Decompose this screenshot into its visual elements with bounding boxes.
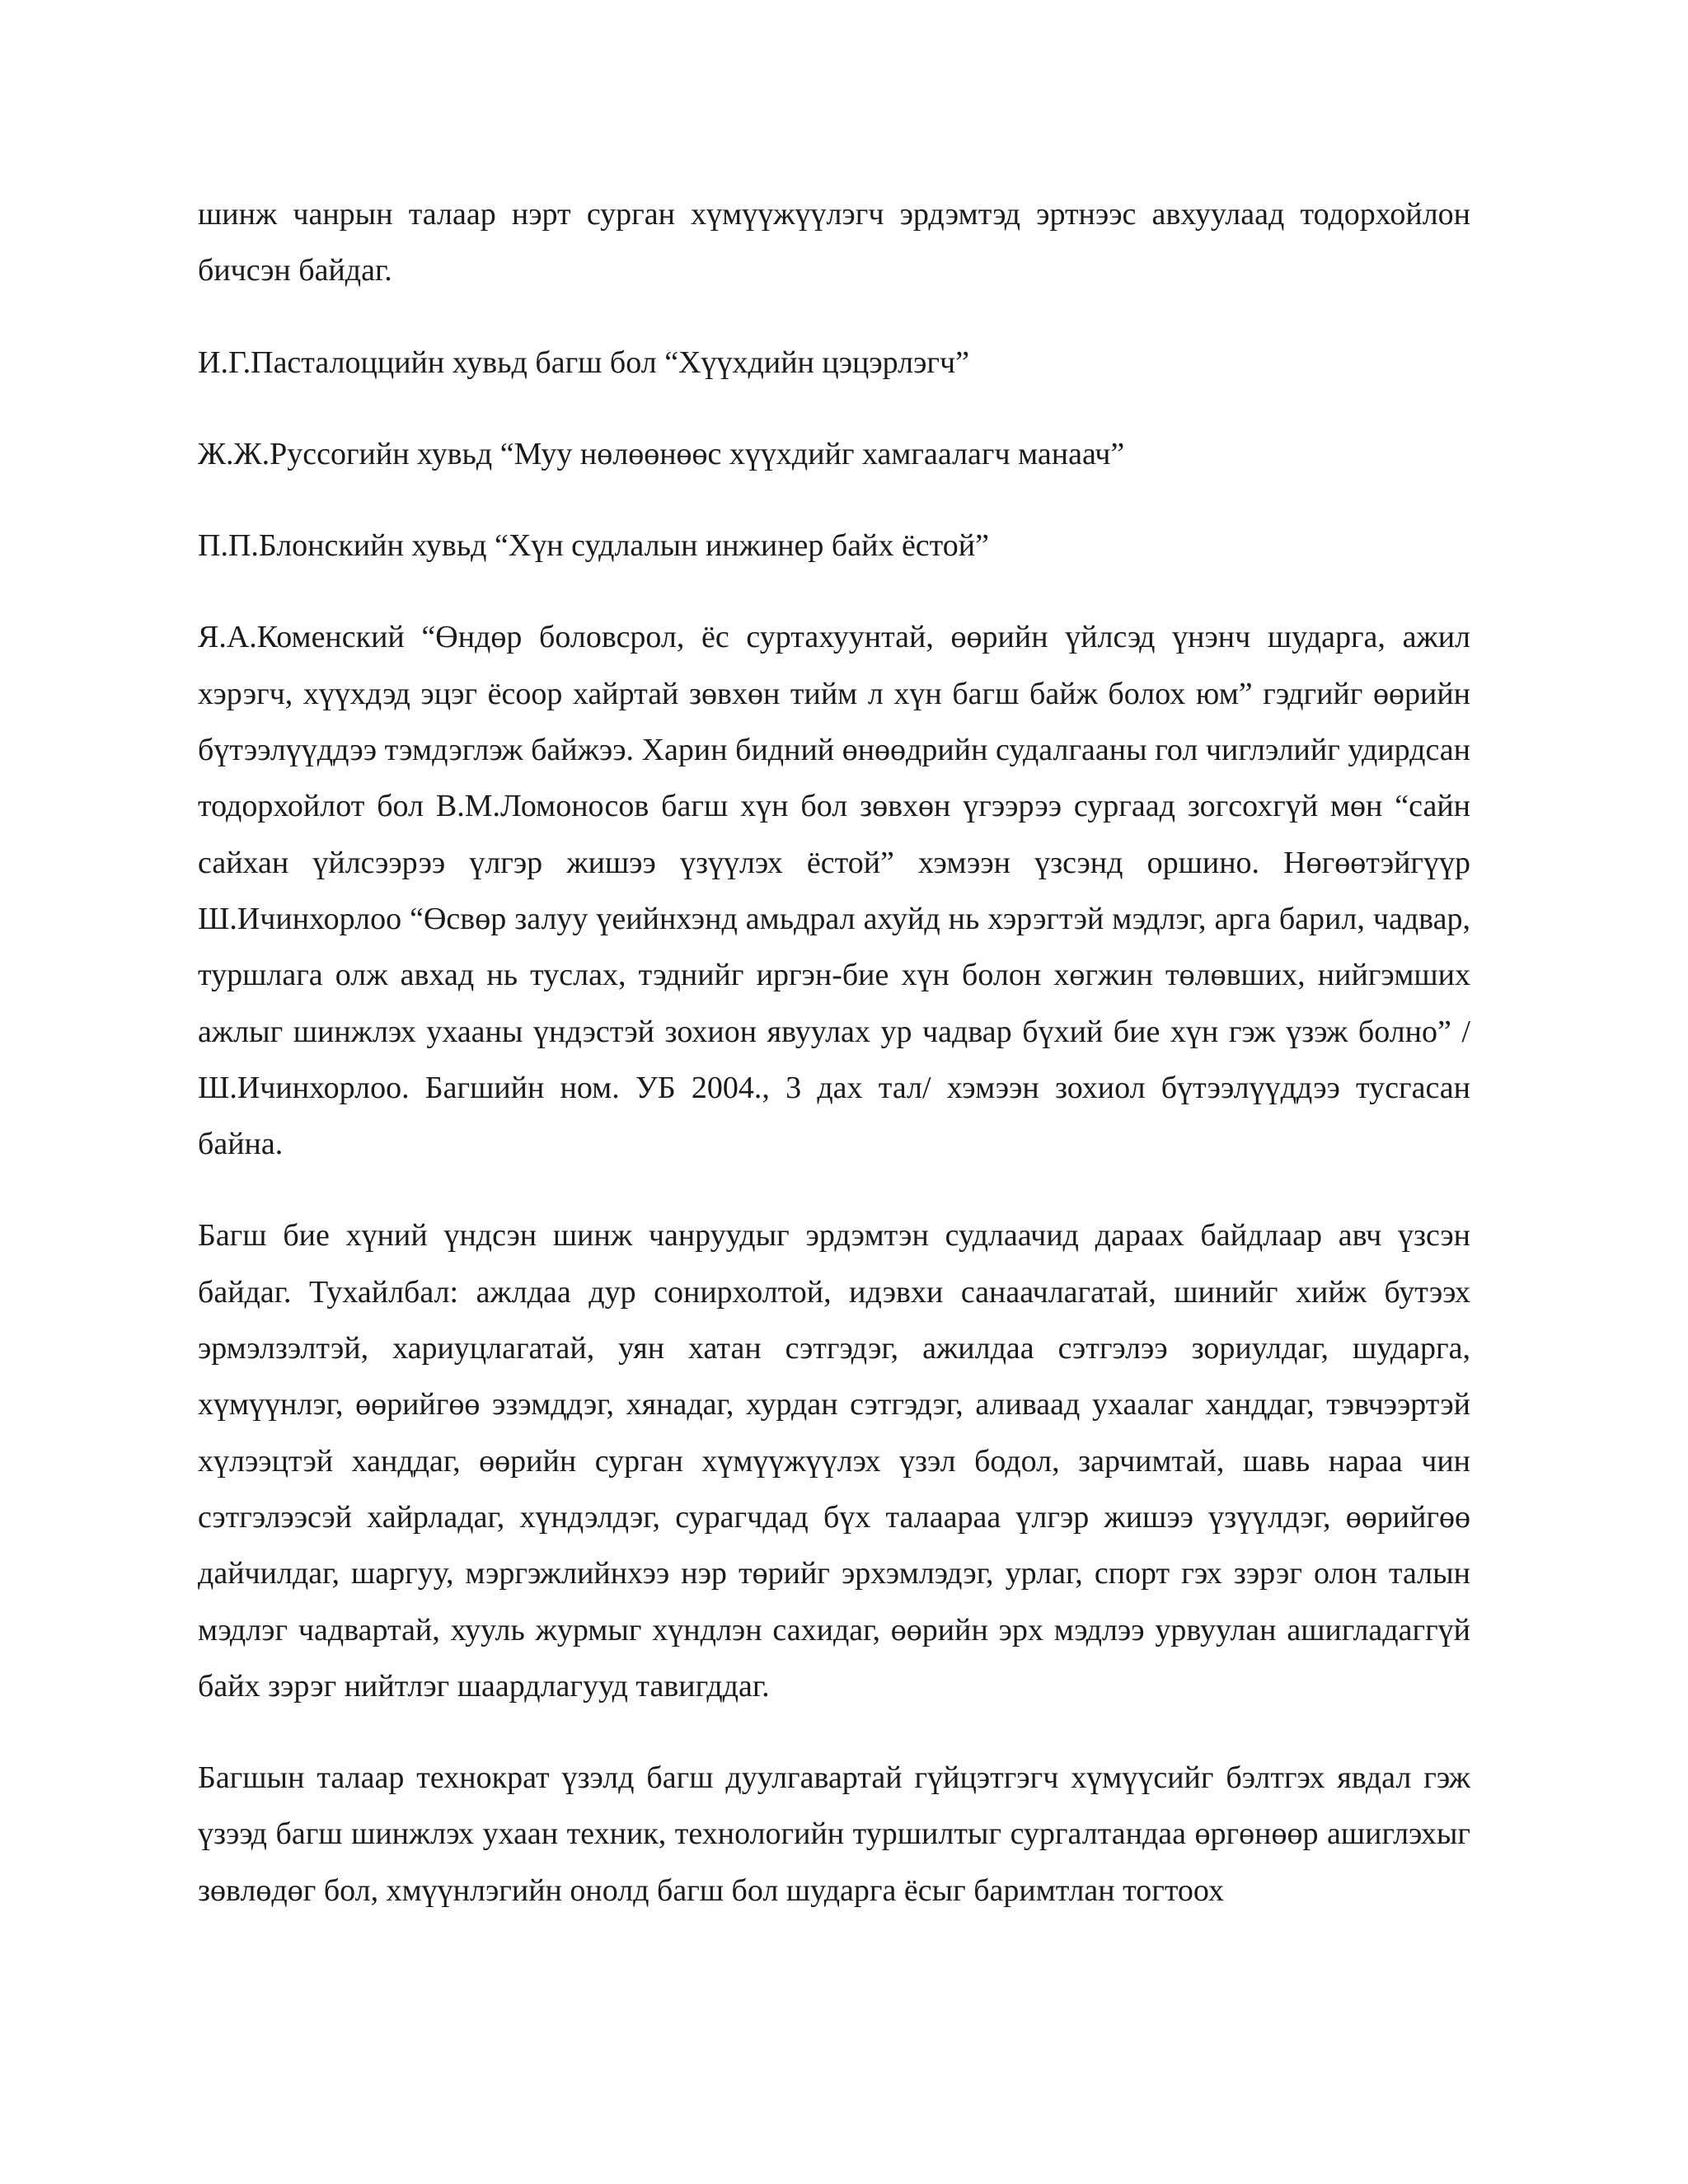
paragraph-rousseau: Ж.Ж.Руссогийн хувьд “Муу нөлөөнөөс хүүхдийг хамгаалагч манаач”: [198, 436, 1125, 471]
document-body: [198, 186, 1470, 1954]
paragraph-teacher-traits: Багш бие хүний үндсэн шинж чанруудыг эрдэмтэн судлаачид дараах байдлаар авч үзсэн байдаг. Тухайлбал: ажлдаа дур сонирхолтой, идэвхи санаачлагатай, шинийг хийж бутээх эрмэлзэлтэй, хариуцлагатай, уян хатан сэтгэдэг, ажилдаа сэтгэлээ зориулдаг, шударга, хүмүүнлэг, өөрийгөө эзэмддэг, хянадаг, хурдан сэтгэдэг, аливаад ухаалаг ханддаг, тэвчээртэй хүлээцтэй ханддаг, өөрийн сурган хүмүүжүүлэх үзэл бодол, зарчимтай, шавь нараа чин сэтгэлээсэй хайрладаг, хүндэлдэг, сурагчдад бүх талаараа үлгэр жишээ үзүүлдэг, өөрийгөө дайчилдаг, шаргуу, мэргэжлийнхээ нэр төрийг эрхэмлэдэг, урлаг, спорт гэх зэрэг олон талын мэдлэг чадвартай, хууль журмыг хүндлэн сахидаг, өөрийн эрх мэдлээ урвуулан ашигладаггүй байх зэрэг нийтлэг шаардлагууд тавигддаг.: [198, 1218, 1470, 1704]
paragraph-intro: шинж чанрын талаар нэрт сурган хүмүүжүүлэгч эрдэмтэд эртнээс авхуулаад тодорхойлон бичсэн байдаг.: [198, 197, 1470, 288]
paragraph-technocrat-view: Багшын талаар технократ үзэлд багш дуулгавартай гүйцэтгэгч хүмүүсийг бэлтгэх явдал гэж үзээд багш шинжлэх ухаан техник, технологийн туршилтыг сургалтандаа өргөнөөр ашиглэхыг зөвлөдөг бол, хмүүнлэгийн онолд багш бол шударга ёсыг баримтлан тогтоох: [198, 1760, 1470, 1908]
paragraph-blonsky: П.П.Блонскийн хувьд “Хүн судлалын инжинер байх ёстой”: [198, 528, 989, 564]
paragraph-komensky: Я.А.Коменский “Өндөр боловсрол, ёс суртахуунтай, өөрийн үйлсэд үнэнч шударга, ажил хэрэгч, хүүхдэд эцэг ёсоор хайртай зөвхөн тийм л хүн багш байж болох юм” гэдгийг өөрийн бүтээлүүддээ тэмдэглэж байжээ. Харин бидний өнөөдрийн судалгааны гол чиглэлийг удирдсан тодорхойлот бол В.М.Ломоносов багш хүн бол зөвхөн үгээрээ сургаад зогсохгүй мөн “сайн сайхан үйлсээрээ үлгэр жишээ үзүүлэх ёстой” хэмээн үзсэнд оршино. Нөгөөтэйгүүр Ш.Ичинхорлоо “Өсвөр залуу үеийнхэнд амьдрал ахуйд нь хэрэгтэй мэдлэг, арга барил, чадвар, туршлага олж авхад нь туслах, тэднийг иргэн-бие хүн болон хөгжин төлөвших, нийгэмших ажлыг шинжлэх ухааны үндэстэй зохион явуулах ур чадвар бүхий бие хүн гэж үзэж болно” /Ш.Ичинхорлоо. Багшийн ном. УБ 2004., 3 дах тал/ хэмээн зохиол бүтээлүүддээ тусгасан байна.: [198, 620, 1470, 1162]
paragraph-pestalozzi: И.Г.Пасталоццийн хувьд багш бол “Хүүхдийн цэцэрлэгч”: [198, 344, 969, 380]
